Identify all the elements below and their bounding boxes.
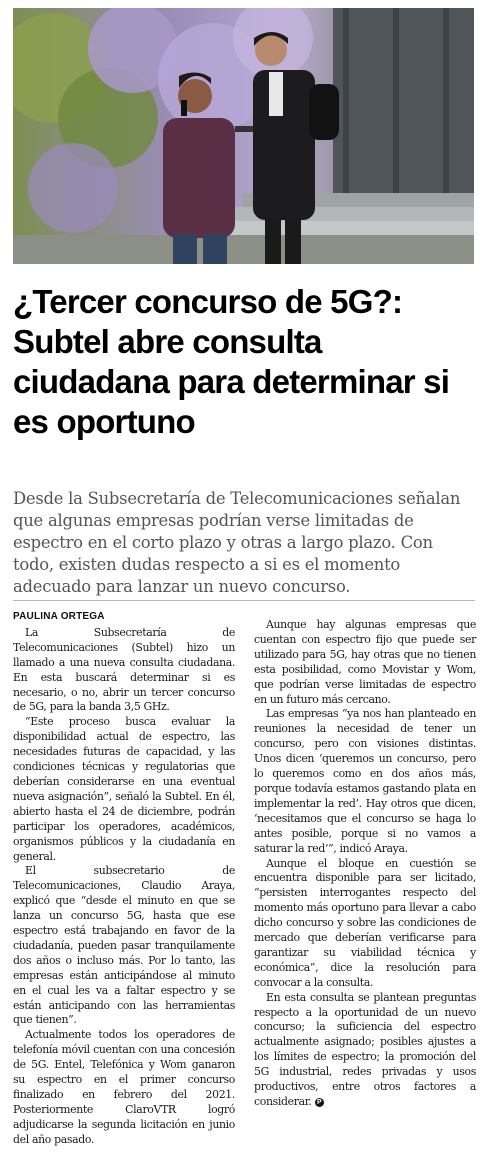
body-column-left [13, 610, 235, 1148]
body-paragraph: Aunque hay algunas empresas que cuentan con espectro fijo que puede ser utilizado para 5G, hay otras que no tienen esta posibilidad, como Movistar y Wom, que podrían verse limitadas de espectro en un futuro más cercano. [254, 618, 476, 706]
article-headline: ¿Tercer concurso de 5G?: Subtel abre consulta ciudadana para determinar si es oportuno [13, 283, 450, 440]
body-paragraph-text: En esta consulta se plantean preguntas respecto a la oportunidad de un nuevo concurso; la suficiencia del espectro actualmente asignado; posibles ajustes a los límites de espectro; la promoción del 5G industrial, redes privadas y usos productivos, entre otros factores a considerar. [254, 990, 476, 1108]
end-of-article-icon: P [315, 1098, 324, 1107]
section-divider [13, 600, 475, 601]
body-paragraph-last [254, 991, 476, 1110]
body-paragraph: Actualmente todos los operadores de telefonía móvil cuentan con una concesión de 5G. Entel, Telefónica y Wom ganaron su espectro en el primer concurso finalizado en febrero del 2021. Posteriormente ClaroVTR logró adjudicarse la segunda licitación en junio del año pasado. [13, 1028, 235, 1146]
article-photo [13, 8, 474, 264]
author-byline: PAULINA ORTEGA [13, 611, 105, 622]
body-paragraph: El subsecretario de Telecomunicaciones, Claudio Araya, explicó que “desde el minuto en que se lanza un concurso 5G, hasta que ese espectro está trabajando en favor de la ciudadanía, pueden pasar tranquilamente dos años o incluso más. Por lo tanto, las empresas están anticipándose al minuto en el cual les va a faltar espectro y se están anticipando con las herramientas que tienen”. [13, 864, 235, 1027]
body-column-right [254, 618, 476, 1110]
body-paragraph: “Este proceso busca evaluar la disponibilidad actual de espectro, las necesidades futuras de capacidad, y las condiciones técnicas y regulatorias que deberían considerarse en una eventual nueva asignación”, señaló la Subtel. En él, abierto hasta el 24 de diciembre, podrán participar los operadores, académicos, organismos públicos y la ciudadanía en general. [13, 715, 235, 863]
body-paragraph: Aunque el bloque en cuestión se encuentra disponible para ser licitado, “persisten interrogantes respecto del momento más oportuno para llevar a cabo dicho concurso y sobre las condiciones de mercado que deberían verificarse para garantizar su viabilidad técnica y económica”, dice la resolución para convocar a la consulta. [254, 856, 476, 989]
body-paragraph: Las empresas “ya nos han planteado en reuniones la necesidad de tener un concurso, pero con visiones distintas. Unos dicen ‘queremos un concurso, pero lo queremos como en dos años más, porque todavía estamos gastando plata en implementar la red’. Hay otros que dicen, ‘necesitamos que el concurso se haga lo antes posible, porque si no vamos a saturar la red’”, indicó Araya. [254, 707, 476, 855]
article-lead: Desde la Subsecretaría de Telecomunicaciones señalan que algunas empresas podrían verse limitadas de espectro en el corto plazo y otras a largo plazo. Con todo, existen dudas respecto a si es el momento adecuado para lanzar un nuevo concurso. [13, 489, 461, 596]
body-paragraph: La Subsecretaría de Telecomunicaciones (Subtel) hizo un llamado a una nueva consulta ciudadana. En esta buscará determinar si es necesario, o no, abrir un tercer concurso de 5G, para la banda 3,5 GHz. [13, 625, 235, 714]
